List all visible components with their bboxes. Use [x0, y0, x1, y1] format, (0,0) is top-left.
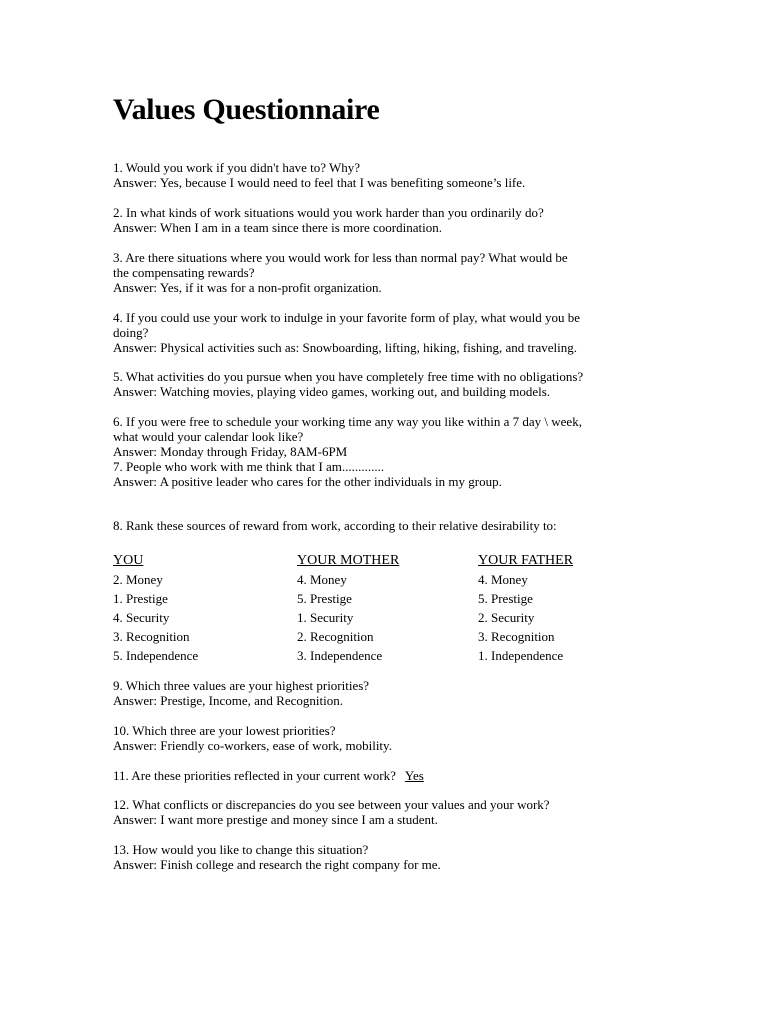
- question-13: [113, 842, 583, 872]
- rank-item: 1. Prestige: [113, 591, 168, 606]
- rank-item: 2. Money: [113, 572, 163, 587]
- rank-item: 1. Independence: [478, 648, 564, 663]
- question-10: [113, 723, 583, 753]
- column-header-father: YOUR FATHER: [478, 553, 574, 568]
- rank-item: 2. Security: [478, 610, 535, 625]
- ranking-column-father: [478, 551, 573, 665]
- rank-item: 1. Security: [297, 610, 354, 625]
- question-4: [113, 310, 583, 355]
- question-text-line-1: 6. If you were free to schedule your working time any way you like within a 7 day \ week,: [113, 414, 582, 429]
- question-text: 13. How would you like to change this situation?: [113, 842, 369, 857]
- question-text: 12. What conflicts or discrepancies do you see between your values and your work?: [113, 797, 550, 812]
- question-7-answer: Answer: A positive leader who cares for the other individuals in my group.: [113, 474, 502, 489]
- question-5: [113, 369, 583, 399]
- answer-text: Answer: I want more prestige and money since I am a student.: [113, 812, 438, 827]
- question-1: [113, 160, 583, 190]
- question-7-text: 7. People who work with me think that I am.............: [113, 459, 385, 474]
- question-text-line-1: 4. If you could use your work to indulge in your favorite form of play, what would you be: [113, 310, 581, 325]
- column-header-you: YOU: [113, 553, 144, 568]
- rank-item: 4. Security: [113, 610, 170, 625]
- page-title: Values Questionnaire: [113, 93, 380, 126]
- question-text: 2. In what kinds of work situations would you work harder than you ordinarily do?: [113, 205, 544, 220]
- answer-text: Answer: Yes, if it was for a non-profit organization.: [113, 280, 382, 295]
- answer-text: Answer: Prestige, Income, and Recognition.: [113, 693, 343, 708]
- rank-item: 4. Money: [478, 572, 528, 587]
- rank-item: 4. Money: [297, 572, 347, 587]
- rank-item: 3. Recognition: [113, 629, 190, 644]
- question-text: 11. Are these priorities reflected in your current work?: [113, 768, 396, 783]
- rank-item: 5. Prestige: [478, 591, 533, 606]
- question-12: [113, 797, 583, 827]
- ranking-column-you: [113, 551, 198, 665]
- question-6: [113, 414, 583, 489]
- rank-item: 5. Independence: [113, 648, 199, 663]
- question-3: [113, 250, 583, 295]
- ranking-column-mother: [297, 551, 399, 665]
- question-text: 10. Which three are your lowest priorities?: [113, 723, 336, 738]
- question-text: 8. Rank these sources of reward from work, according to their relative desirability to:: [113, 518, 557, 533]
- question-text-with-answer: [113, 768, 583, 783]
- answer-text: Answer: Friendly co-workers, ease of work, mobility.: [113, 738, 392, 753]
- question-text-line-1: 3. Are there situations where you would work for less than normal pay? What would be: [113, 250, 568, 265]
- column-header-mother: YOUR MOTHER: [297, 553, 400, 568]
- question-8: [113, 518, 583, 533]
- answer-text: Answer: Yes, because I would need to feel that I was benefiting someone’s life.: [113, 175, 526, 190]
- rank-item: 3. Recognition: [478, 629, 555, 644]
- rank-item: 2. Recognition: [297, 629, 374, 644]
- answer-text: Answer: When I am in a team since there is more coordination.: [113, 220, 442, 235]
- answer-text: Answer: Finish college and research the right company for me.: [113, 857, 441, 872]
- rank-item: 3. Independence: [297, 648, 383, 663]
- answer-text: Answer: Physical activities such as: Snowboarding, lifting, hiking, fishing, and traveling.: [113, 340, 577, 355]
- question-11: [113, 768, 583, 783]
- question-text: 9. Which three values are your highest priorities?: [113, 678, 370, 693]
- answer-yes: Yes: [404, 768, 424, 783]
- question-text-line-2: doing?: [113, 325, 149, 340]
- question-9: [113, 678, 583, 708]
- rank-item: 5. Prestige: [297, 591, 352, 606]
- answer-text: Answer: Watching movies, playing video games, working out, and building models.: [113, 384, 551, 399]
- question-text: 5. What activities do you pursue when you have completely free time with no obligations?: [113, 369, 584, 384]
- question-text: 1. Would you work if you didn't have to? Why?: [113, 160, 361, 175]
- question-text-line-2: the compensating rewards?: [113, 265, 255, 280]
- question-2: [113, 205, 583, 235]
- question-text-line-2: what would your calendar look like?: [113, 429, 304, 444]
- answer-text: Answer: Monday through Friday, 8AM-6PM: [113, 444, 348, 459]
